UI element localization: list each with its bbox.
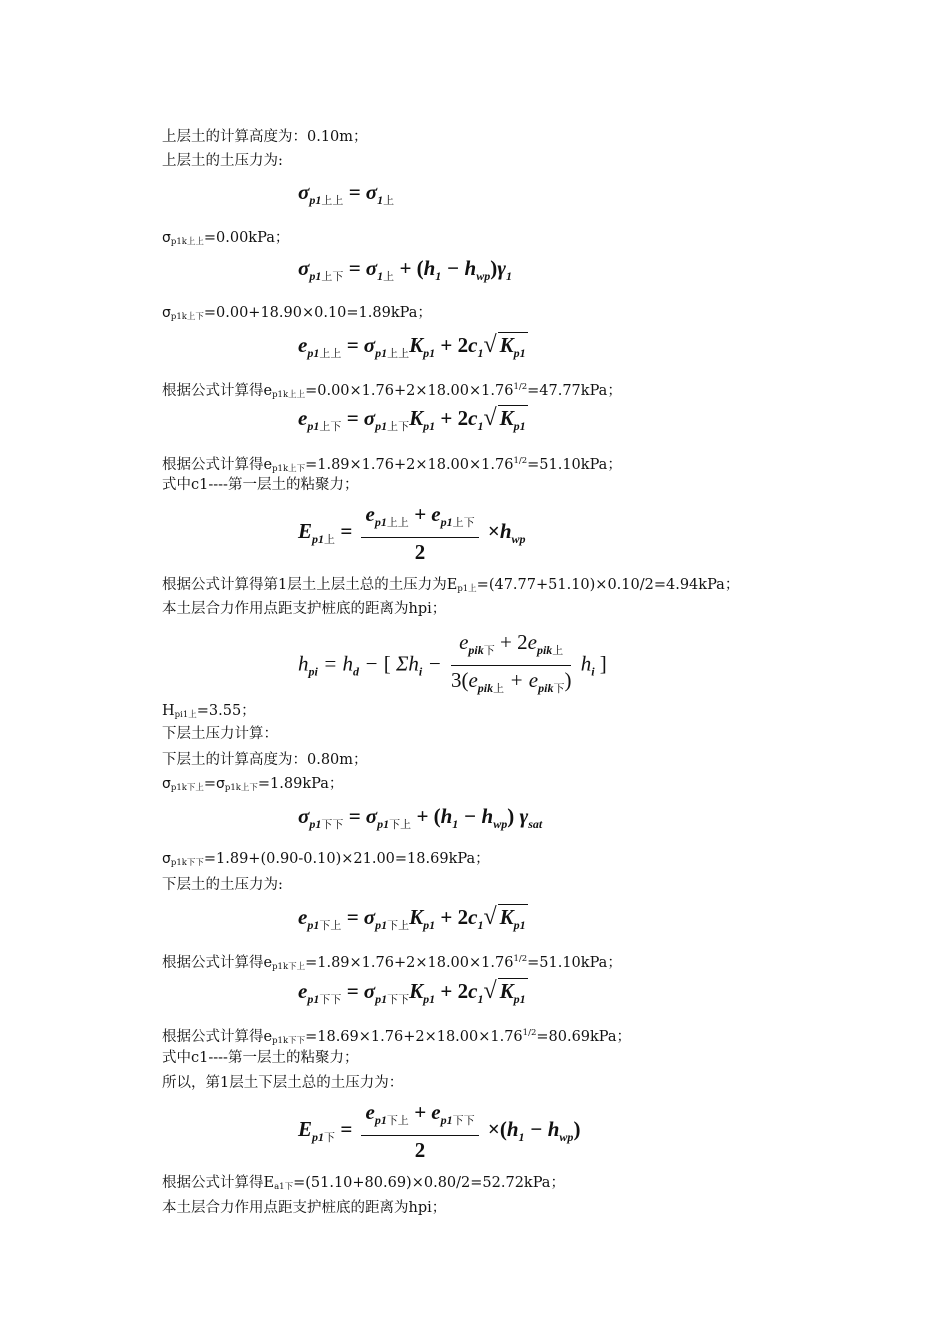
text-line: $\sigma_{p1k下上}=\sigma_{p1k上下}=1.89kPa$； (162, 776, 344, 793)
text-line: 所以，第1层土下层土总的土压力为： (162, 1075, 404, 1091)
text-line: 下层土压力计算： (162, 726, 278, 742)
formula-e-upper-upper: $e_{p1上上} = \sigma_{p1上上}K_{p1} + 2c_1√$ $K_{p1}$ (298, 332, 528, 366)
formula-sigma-lower-lower: $\sigma_{p1下下} = \sigma_{p1下上} + (h_1 - h_{wp})$ $\gamma_{sat}$ (298, 804, 543, 831)
formula-E-upper: $E_{p1上}$ = $\frac{e_{p1上上} + e_{p1上下}}{2}$ $\times h_{wp}$ (298, 502, 526, 564)
text-line: 上层土的计算高度为：0.10m； (162, 129, 368, 145)
text-line: 上层土的土压力为: (162, 153, 283, 169)
formula-e-lower-upper: $e_{p1下上} = \sigma_{p1下上}K_{p1} + 2c_1√$ $K_{p1}$ (298, 904, 528, 938)
text-line: 式中c1----第一层土的粘聚力； (162, 477, 359, 493)
text-line: $H_{pi1上}=3.55$； (162, 703, 256, 720)
text-line: 本土层合力作用点距支护桩底的距离为hpi； (162, 601, 447, 617)
text-line: 根据公式计算得$e_{p1k上上}=0.00\times 1.76+2\times 18.00\times 1.76^{1/2}=47.77kPa$； (162, 382, 622, 400)
formula-sigma-upper-upper: $\sigma_{p1上上} = \sigma_{1上}$ (298, 180, 395, 207)
text-line: 下层土的计算高度为：0.80m； (162, 752, 368, 768)
formula-e-lower-lower: $e_{p1下下} = \sigma_{p1下下}K_{p1} + 2c_1√$ $K_{p1}$ (298, 978, 528, 1012)
text-line: $\sigma_{p1k下下}=1.89+(0.90-0.10)\times 21.00=18.69kPa$； (162, 851, 490, 868)
text-line: 根据公式计算得$e_{p1k下上}=1.89\times 1.76+2\times 18.00\times 1.76^{1/2}=51.10kPa$； (162, 954, 622, 972)
formula-hpi: $h_{pi} = h_d$ − [ $\Sigma h_i$ − $\frac{e_{pik下} + 2e_{pik上}}{3(e_{pik上} + e_{pik下})}$ $h_i$ ] (298, 630, 607, 695)
text-line: 式中c1----第一层土的粘聚力； (162, 1050, 359, 1066)
text-line: 根据公式计算得$e_{p1k下下}=18.69\times 1.76+2\times 18.00\times 1.76^{1/2}=80.69kPa$； (162, 1028, 632, 1046)
text-line: $\sigma_{p1k上下}=0.00+18.90\times 0.10=1.89kPa$； (162, 305, 432, 322)
text-line: $\sigma_{p1k上上}=0.00kPa$； (162, 230, 290, 247)
text-line: 下层土的土压力为: (162, 877, 283, 893)
formula-sigma-upper-lower: $\sigma_{p1上下} = \sigma_{1上} + (h_1 - h_{wp})\gamma_1$ (298, 256, 512, 283)
text-line: 本土层合力作用点距支护桩底的距离为hpi； (162, 1200, 447, 1216)
text-line: 根据公式计算得第1层土上层土总的土压力为$E_{p1上}=(47.77+51.10)\times 0.10/2=4.94kPa$； (162, 577, 740, 594)
formula-E-lower: $E_{p1下}$ = $\frac{e_{p1下上} + e_{p1下下}}{2}$ $\times(h_1 - h_{wp})$ (298, 1100, 581, 1162)
text-line: 根据公式计算得$E_{a1下}=(51.10+80.69)\times 0.80/2=52.72kPa$； (162, 1175, 565, 1192)
formula-e-upper-lower: $e_{p1上下} = \sigma_{p1上下}K_{p1} + 2c_1√$ $K_{p1}$ (298, 405, 528, 439)
text-line: 根据公式计算得$e_{p1k上下}=1.89\times 1.76+2\times 18.00\times 1.76^{1/2}=51.10kPa$； (162, 456, 622, 474)
